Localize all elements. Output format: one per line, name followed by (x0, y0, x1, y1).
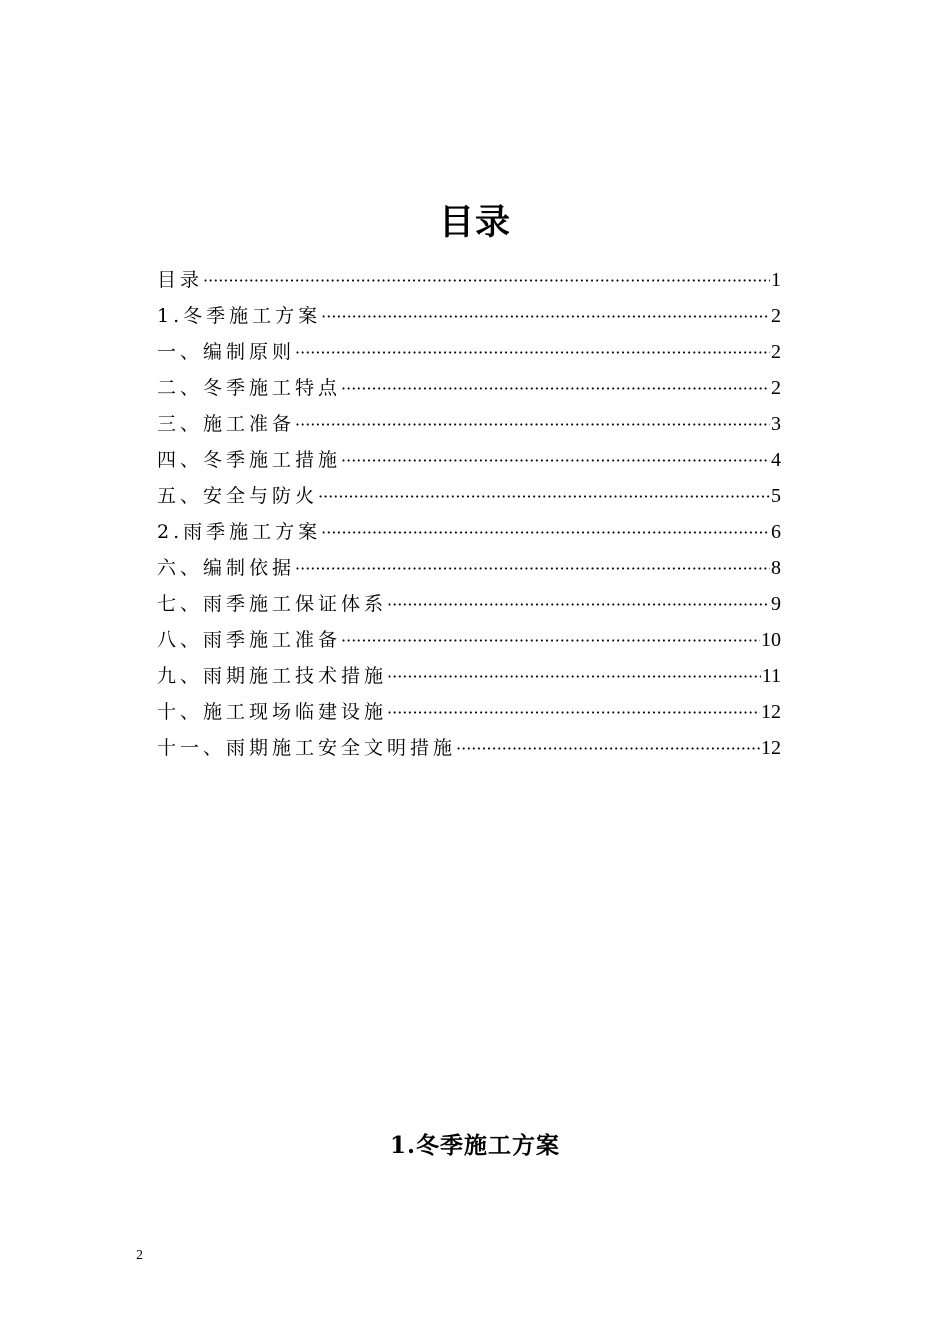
toc-entry-page: 2 (771, 305, 781, 327)
toc-entry-label: 七、雨季施工保证体系 (157, 593, 388, 615)
toc-entry-page: 6 (771, 521, 781, 543)
page-number: 2 (136, 1248, 143, 1263)
toc-entry-page: 4 (771, 449, 781, 471)
toc-entry[interactable] (157, 442, 781, 478)
toc-dot-leader (387, 587, 770, 622)
toc-dot-leader (387, 659, 761, 694)
toc-entry-label: 二、冬季施工特点 (157, 377, 342, 399)
toc-dot-leader (295, 551, 770, 586)
toc-entry[interactable] (157, 514, 781, 550)
toc-entry[interactable] (157, 334, 781, 370)
toc-dot-leader (321, 515, 770, 550)
toc-entry-label: 2.雨季施工方案 (157, 521, 322, 543)
toc-entry-page: 2 (771, 377, 781, 399)
toc-entry-page: 5 (771, 485, 781, 507)
toc-entry-page: 12 (761, 737, 781, 759)
toc-entry-page: 1 (771, 269, 781, 291)
toc-entry[interactable] (157, 658, 781, 694)
toc-entry-label: 五、安全与防火 (157, 485, 319, 507)
toc-entry-label: 十、施工现场临建设施 (157, 701, 388, 723)
toc-dot-leader (321, 299, 770, 334)
toc-dot-leader (387, 695, 760, 730)
toc-entry[interactable] (157, 586, 781, 622)
toc-dot-leader (318, 479, 770, 514)
table-of-contents (157, 262, 781, 766)
toc-dot-leader (341, 623, 760, 658)
toc-entry-label: 1.冬季施工方案 (157, 305, 322, 327)
toc-entry-label: 目录 (157, 269, 204, 291)
toc-entry-label: 六、编制依据 (157, 557, 296, 579)
toc-dot-leader (203, 263, 770, 298)
toc-entry-page: 9 (771, 593, 781, 615)
toc-entry-page: 8 (771, 557, 781, 579)
toc-entry[interactable] (157, 406, 781, 442)
toc-entry-page: 3 (771, 413, 781, 435)
toc-entry-label: 三、施工准备 (157, 413, 296, 435)
toc-entry[interactable] (157, 298, 781, 334)
toc-entry[interactable] (157, 622, 781, 658)
section-heading: 1.冬季施工方案 (389, 1132, 560, 1159)
toc-entry-page: 12 (761, 701, 781, 723)
toc-entry-page: 10 (761, 629, 781, 651)
toc-dot-leader (341, 443, 770, 478)
toc-entry-label: 八、雨季施工准备 (157, 629, 342, 651)
toc-dot-leader (295, 335, 770, 370)
toc-entry-page: 2 (771, 341, 781, 363)
toc-title: 目录 (438, 203, 511, 243)
toc-entry[interactable] (157, 478, 781, 514)
toc-entry-label: 十一、雨期施工安全文明措施 (157, 737, 457, 759)
toc-dot-leader (341, 371, 770, 406)
toc-entry-label: 四、冬季施工措施 (157, 449, 342, 471)
toc-entry[interactable] (157, 730, 781, 766)
toc-entry[interactable] (157, 262, 781, 298)
toc-entry-label: 九、雨期施工技术措施 (157, 665, 388, 687)
toc-dot-leader (456, 731, 760, 766)
toc-dot-leader (295, 407, 770, 442)
toc-entry[interactable] (157, 550, 781, 586)
toc-entry-page: 11 (761, 665, 781, 687)
toc-entry[interactable] (157, 370, 781, 406)
toc-entry-label: 一、编制原则 (157, 341, 296, 363)
toc-entry[interactable] (157, 694, 781, 730)
